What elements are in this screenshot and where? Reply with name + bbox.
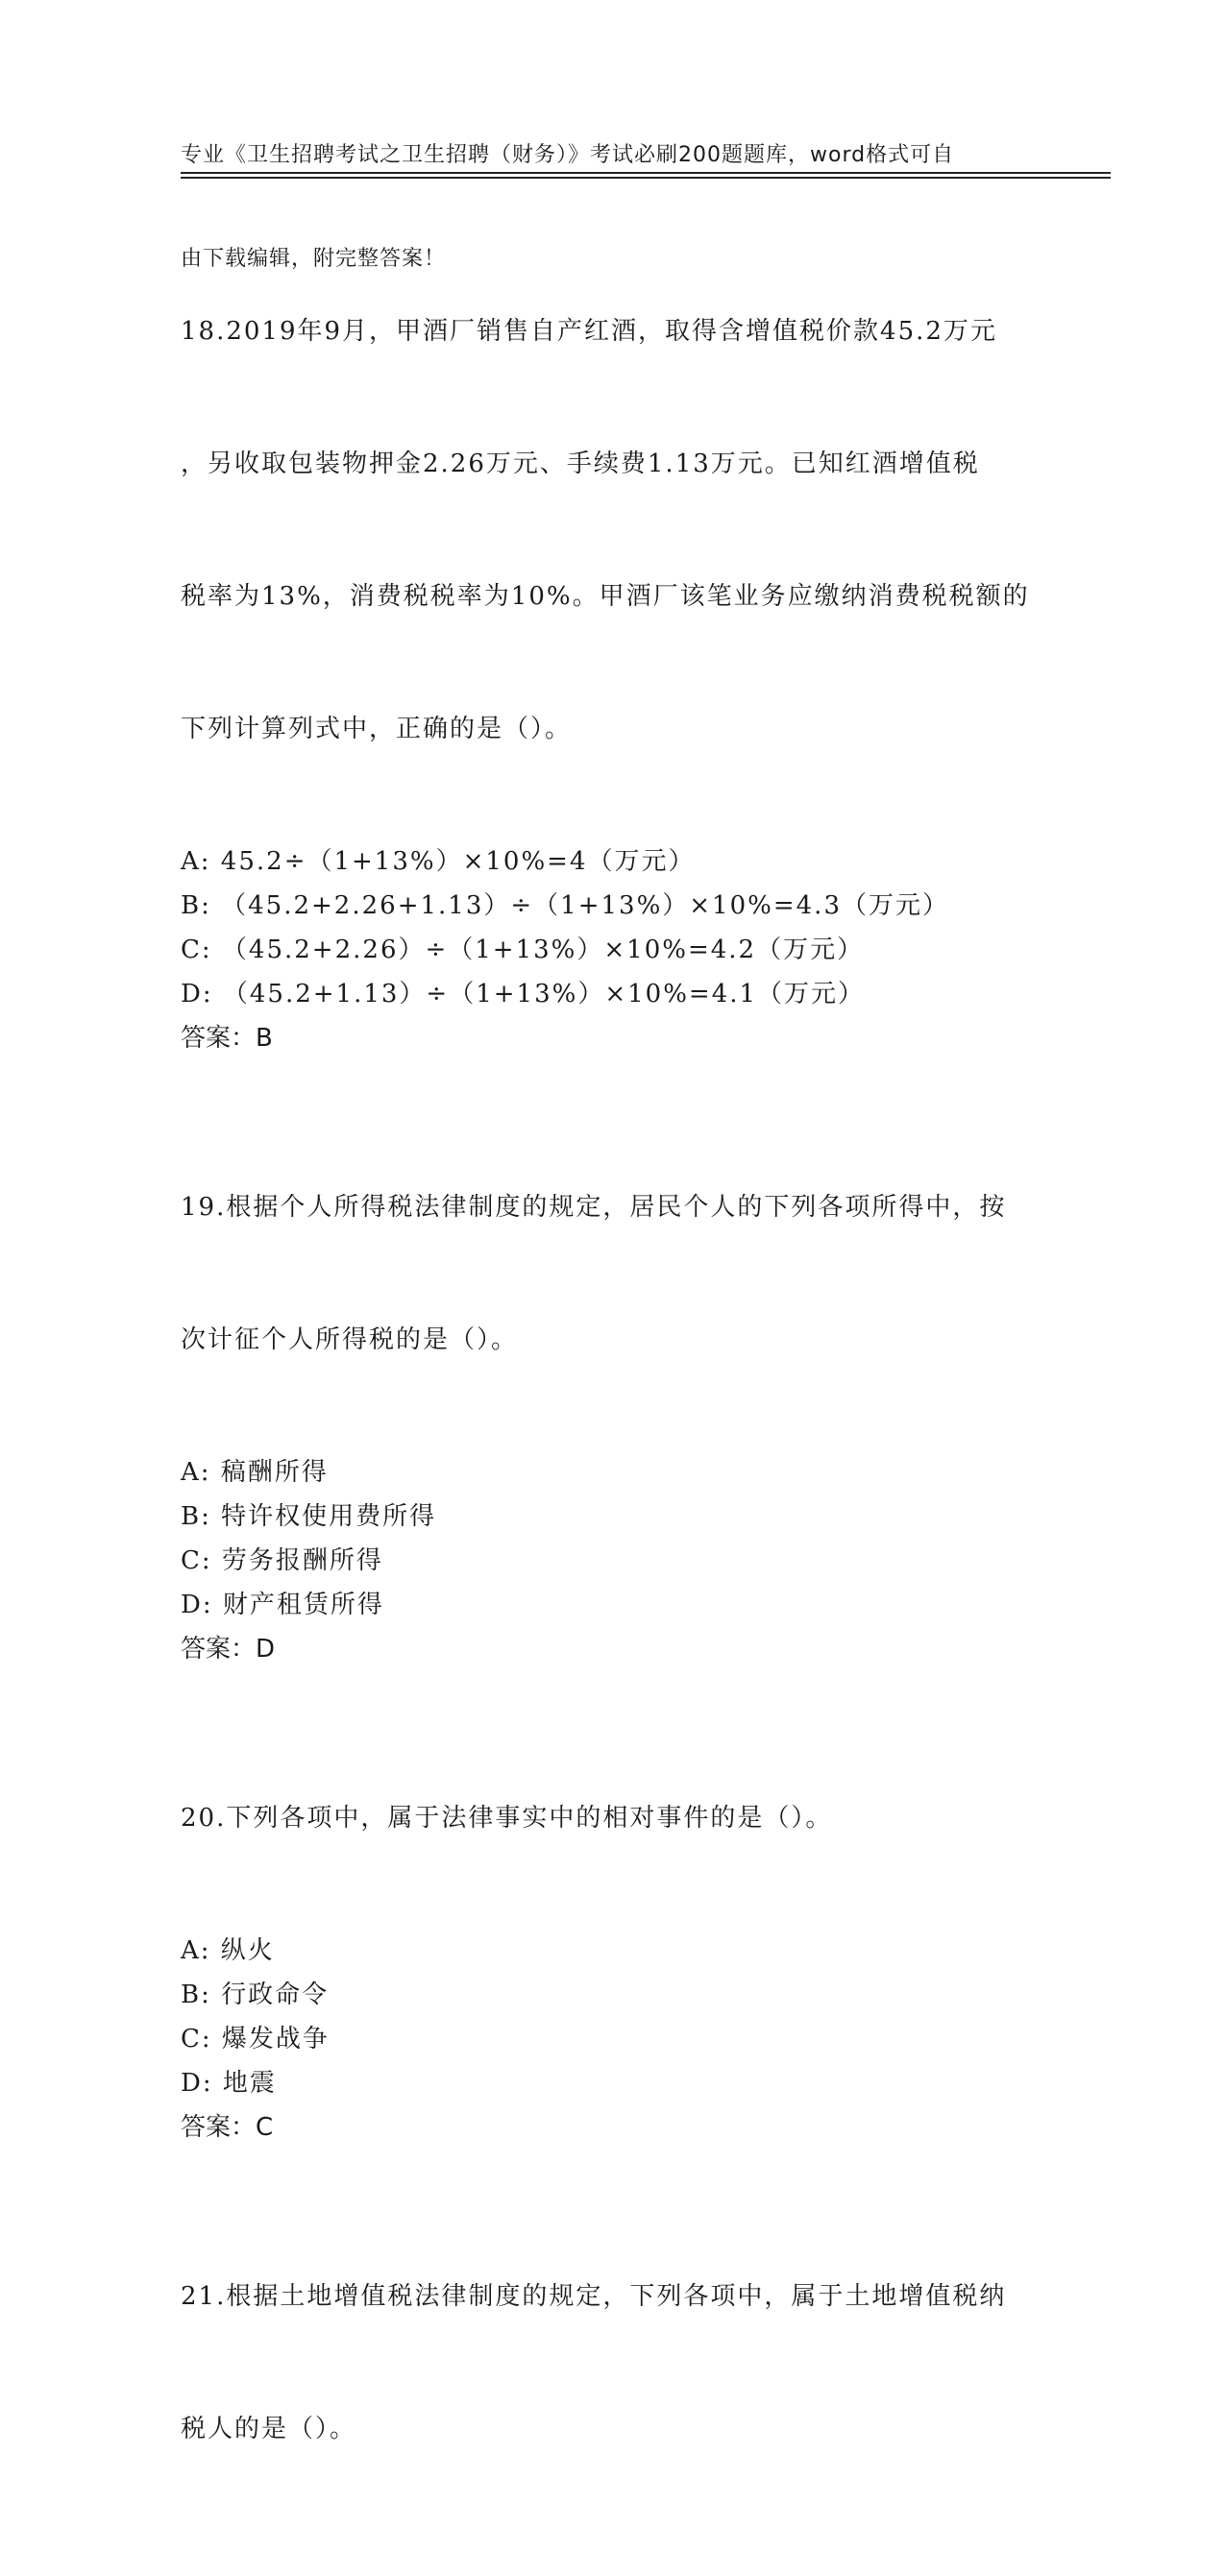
- stem-line: 下列计算列式中，正确的是（）。: [181, 715, 573, 743]
- option-a: A: 稿酬所得: [181, 1458, 329, 1487]
- option-d: D: （45.2+1.13）÷（1+13%）×10%=4.1（万元）: [181, 980, 866, 1009]
- option-c: C: 爆发战争: [181, 2025, 330, 2054]
- answer-label: 答案：B: [181, 1024, 273, 1053]
- question-stem: [181, 221, 1045, 839]
- question-19: [181, 1097, 1045, 1671]
- question-18: [181, 221, 1045, 1060]
- question-20: [181, 1708, 1045, 2150]
- question-21: [181, 2186, 1045, 2540]
- answer-label: 答案：C: [181, 2113, 274, 2142]
- question-stem: [181, 2186, 1045, 2540]
- option-d: D: 财产租赁所得: [181, 1591, 384, 1619]
- option-b: B: 行政命令: [181, 1981, 330, 2009]
- option-c: C: 劳务报酬所得: [181, 1546, 383, 1575]
- stem-line: 税率为13%，消费税税率为10%。甲酒厂该笔业务应缴纳消费税税额的: [181, 582, 1030, 611]
- option-d: D: 地震: [181, 2069, 277, 2098]
- stem-line: 19.根据个人所得税法律制度的规定，居民个人的下列各项所得中，按: [181, 1193, 1007, 1222]
- questions-list: [181, 221, 1045, 2576]
- stem-line: 20.下列各项中，属于法律事实中的相对事件的是（）。: [181, 1804, 833, 1833]
- option-b: B: （45.2+2.26+1.13）÷（1+13%）×10%=4.3（万元）: [181, 891, 949, 920]
- stem-line: 次计征个人所得税的是（）。: [181, 1325, 519, 1354]
- option-a: A: 45.2÷（1+13%）×10%=4（万元）: [181, 847, 696, 876]
- question-stem: [181, 1097, 1045, 1450]
- question-stem: [181, 1708, 1045, 1929]
- option-c: C: （45.2+2.26）÷（1+13%）×10%=4.2（万元）: [181, 936, 865, 964]
- stem-line: 税人的是（）。: [181, 2415, 357, 2443]
- header-divider-top: [181, 172, 1111, 174]
- header-divider-bottom: [181, 177, 1111, 179]
- header-title-line-2: 由下载编辑，附完整答案！: [181, 247, 447, 271]
- stem-line: 21.根据土地增值税法律制度的规定，下列各项中，属于土地增值税纳: [181, 2282, 1007, 2311]
- stem-line: ，另收取包装物押金2.26万元、手续费1.13万元。已知红酒增值税: [181, 450, 980, 478]
- option-b: B: 特许权使用费所得: [181, 1502, 437, 1531]
- header-title-line-1: 专业《卫生招聘考试之卫生招聘（财务）》考试必刷200题题库，word格式可自: [181, 143, 955, 167]
- answer-label: 答案：D: [181, 1635, 276, 1664]
- stem-line: 18.2019年9月，甲酒厂销售自产红酒，取得含增值税价款45.2万元: [181, 317, 997, 346]
- option-a: A: 纵火: [181, 1936, 275, 1965]
